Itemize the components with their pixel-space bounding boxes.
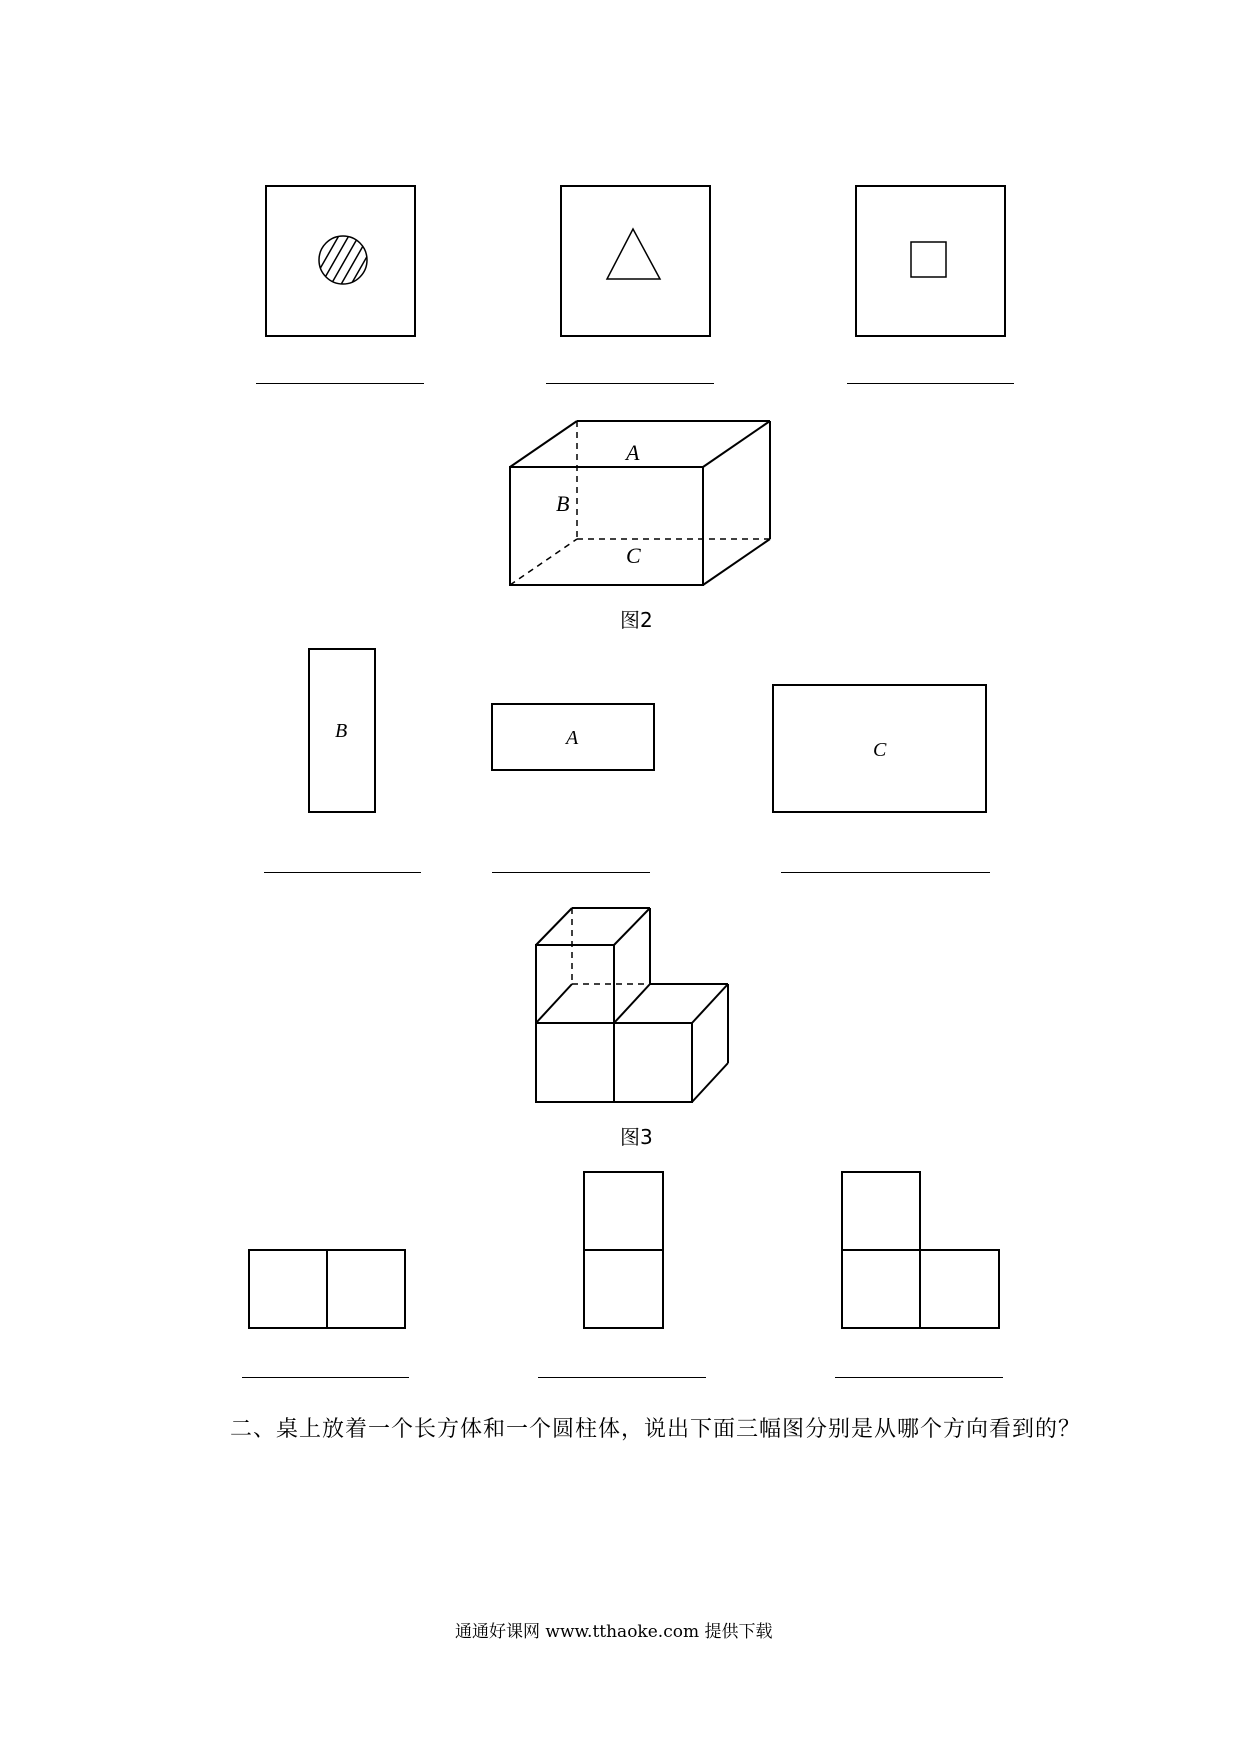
face-label-c: C xyxy=(626,543,641,568)
figure-3-caption: 图3 xyxy=(620,1125,653,1149)
face-label-b: B xyxy=(556,491,570,516)
answer-blank[interactable] xyxy=(835,1377,1003,1378)
view-face-b-label: B xyxy=(335,720,348,742)
view-face-a-label: A xyxy=(566,727,579,749)
answer-blank[interactable] xyxy=(538,1377,706,1378)
view-face-c-label: C xyxy=(873,739,887,761)
answer-blank[interactable] xyxy=(242,1377,409,1378)
face-label-a: A xyxy=(626,440,640,465)
figure-2-caption: 图2 xyxy=(620,608,653,632)
question-2-text: 二、桌上放着一个长方体和一个圆柱体，说出下面三幅图分别是从哪个方向看到的？ xyxy=(230,1417,1082,1442)
footer-credit: 通通好课网 www.tthaoke.com 提供下载 xyxy=(455,1622,773,1642)
